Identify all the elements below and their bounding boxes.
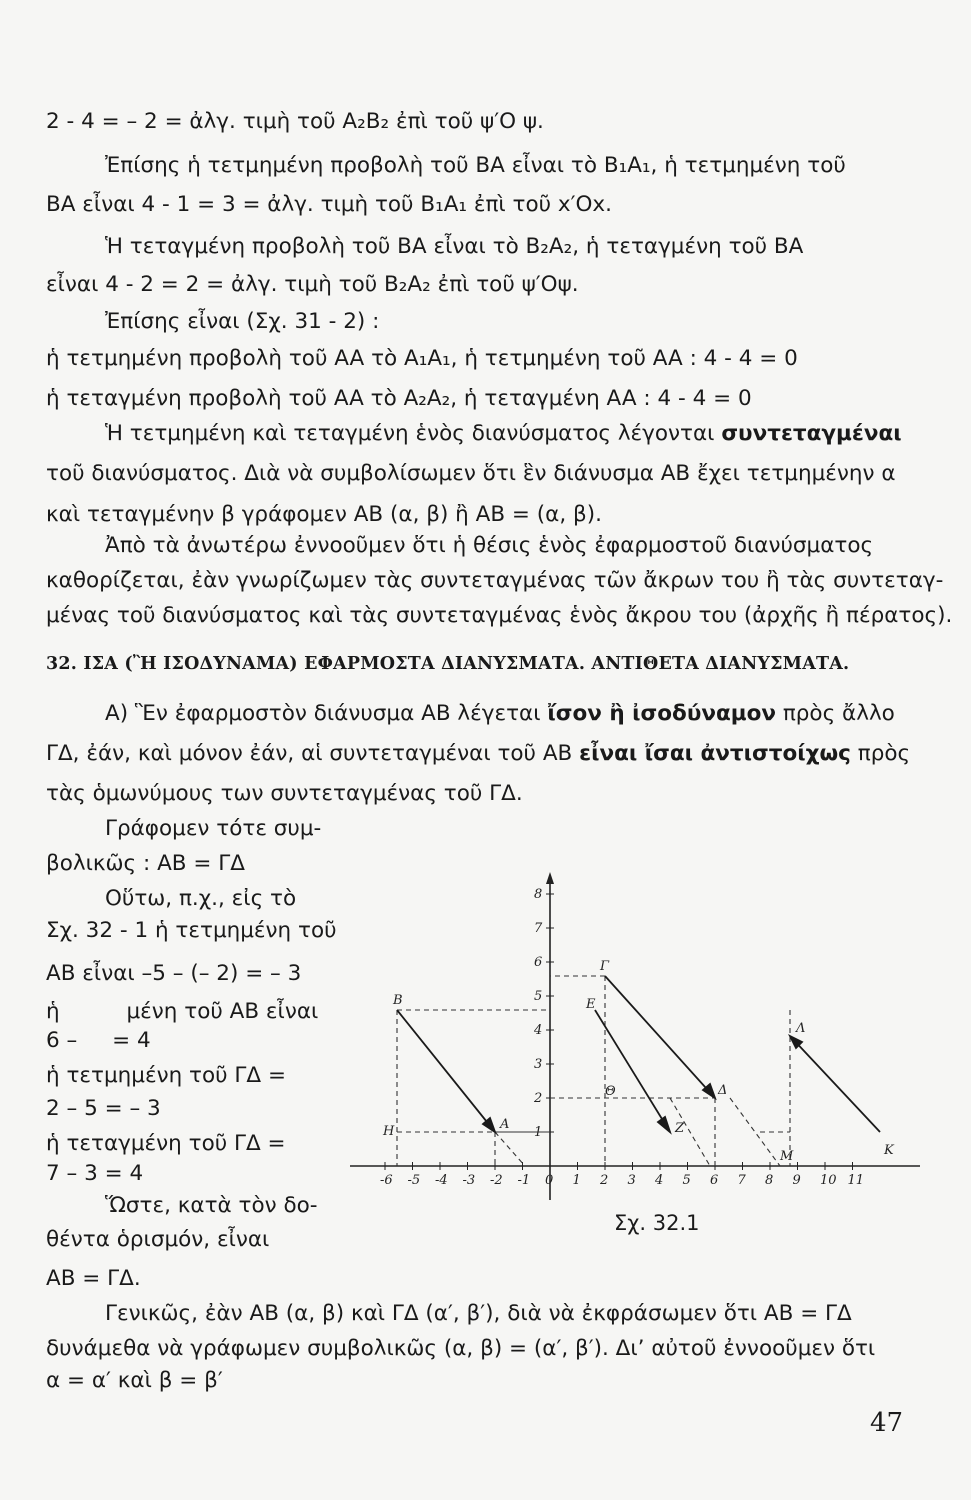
x-tick-label: 3 [627, 1173, 636, 1188]
text-span: 6 – [46, 1028, 78, 1053]
vector-group [397, 976, 880, 1132]
x-tick-label: 5 [682, 1173, 691, 1188]
vector-ka [790, 1036, 880, 1132]
x-tick-label: -4 [435, 1173, 448, 1188]
text-line: Σχ. 32 - 1 ἡ τετμημένη τοῦ [46, 918, 337, 943]
text-line: δυνάμεθα νὰ γράφωμεν συμβολικῶς (α, β) = (α′, β′). Δι’ αὐτοῦ ἐννοοῦμεν ὅτι [46, 1336, 876, 1361]
text-span: ἡ [46, 999, 60, 1024]
x-tick-label: 2 [600, 1173, 609, 1188]
text-line: Γράφομεν τότε συμ- [105, 816, 322, 841]
section-heading: 32. ΙΣΑ (Ἢ ΙΣΟΔΥΝΑΜΑ) ΕΦΑΡΜΟΣΤΑ ΔΙΑΝΥΣΜΑΤΑ. ΑΝΤΙΘΕΤΑ ΔΙΑΝΥΣΜΑΤΑ. [46, 654, 850, 674]
text-line: 7 – 3 = 4 [46, 1161, 144, 1186]
point-label-theta: Θ [605, 1084, 616, 1099]
text-line: Ἐπίσης ἡ τετμημένη προβολὴ τοῦ BA εἶναι τὸ B₁A₁, ἡ τετμημένη τοῦ [105, 153, 846, 178]
point-label-a: A [500, 1117, 510, 1132]
vector-ez-arrowhead [658, 1117, 670, 1132]
text-line [105, 700, 971, 728]
text-line [46, 740, 916, 768]
text-line: τοῦ διανύσματος. Διὰ νὰ συμβολίσωμεν ὅτι ἓν διάνυσμα AB ἔχει τετμημένην α [46, 461, 896, 486]
x-tick-label: -2 [490, 1173, 503, 1188]
x-tick-label: -5 [407, 1173, 421, 1188]
x-tick-label: 9 [792, 1173, 801, 1188]
page-number: 47 [870, 1408, 904, 1438]
text-span: ΓΔ, ἐάν, καὶ μόνον ἐάν, αἱ συντεταγμέναι τοῦ AB [46, 741, 573, 766]
text-line: θέντα ὁρισμόν, εἶναι [46, 1227, 270, 1252]
x-tick-label: 1 [572, 1173, 581, 1188]
point-label-delta: Δ [718, 1083, 728, 1098]
y-tick-group [533, 887, 554, 1140]
point-label-h: H [383, 1124, 395, 1139]
x-tick-label: 8 [765, 1173, 774, 1188]
x-tick-label: 10 [820, 1173, 837, 1188]
text-line: α = α′ καὶ β = β′ [46, 1368, 223, 1393]
text-line: ἡ τετμημένη τοῦ ΓΔ = [46, 1063, 286, 1088]
vector-ab [397, 1010, 495, 1132]
text-line: 2 - 4 = – 2 = ἀλγ. τιμὴ τοῦ A₂B₂ ἐπὶ τοῦ ψ′O ψ. [46, 109, 544, 134]
vector-gamma-delta [605, 976, 715, 1098]
text-line: βολικῶς : AB = ΓΔ [46, 851, 245, 876]
point-label-gamma: Γ [600, 959, 610, 974]
text-line: AB εἶναι –5 – (– 2) = – 3 [46, 961, 302, 986]
text-line: ἡ τετμημένη προβολὴ τοῦ AA τὸ A₁A₁, ἡ τετμημένη τοῦ AA : 4 - 4 = 0 [46, 346, 798, 371]
text-line: Ἐπίσης εἶναι (Σχ. 31 - 2) : [105, 309, 380, 334]
x-tick-label: 0 [545, 1173, 554, 1188]
figure-caption: Σχ. 32.1 [614, 1211, 700, 1235]
y-tick-label: 6 [534, 955, 543, 970]
point-label-m: M [780, 1149, 794, 1164]
text-line: Γενικῶς, ἐὰν AB (α, β) καὶ ΓΔ (α′, β′), διὰ νὰ ἐκφράσωμεν ὅτι AB = ΓΔ [105, 1301, 852, 1326]
bold-term: εἶναι ἴσαι ἀντιστοίχως [579, 741, 851, 766]
text-line: Ἡ τεταγμένη προβολὴ τοῦ BA εἶναι τὸ B₂A₂, ἡ τεταγμένη τοῦ BA [105, 234, 804, 259]
text-span: πρὸς ἄλλο [782, 701, 895, 726]
point-label-z: Z [675, 1121, 685, 1136]
x-tick-label: 7 [737, 1173, 746, 1188]
text-line: Ἀπὸ τὰ ἀνωτέρω ἐννοοῦμεν ὅτι ἡ θέσις ἑνὸς ἐφαρμοστοῦ διανύσματος [105, 533, 874, 558]
point-label-k: K [884, 1143, 894, 1158]
y-tick-label: 1 [534, 1125, 543, 1140]
coordinate-figure [350, 870, 920, 1210]
y-tick-label: 7 [534, 921, 543, 936]
y-tick-label: 8 [534, 887, 543, 902]
text-span: = 4 [112, 1028, 151, 1053]
x-tick-label: 11 [847, 1173, 865, 1188]
text-line [46, 998, 376, 1026]
bold-term: συντεταγμέναι [721, 421, 902, 446]
x-tick-label: -3 [462, 1173, 476, 1188]
x-tick-label: -6 [380, 1173, 393, 1188]
text-line: τὰς ὁμωνύμους των συντεταγμένας τοῦ ΓΔ. [46, 781, 523, 806]
vector-ez [595, 1010, 670, 1132]
text-line: BA εἶναι 4 - 1 = 3 = ἀλγ. τιμὴ τοῦ B₁A₁ ἐπὶ τοῦ x′Ox. [46, 192, 612, 217]
text-span: A) Ἓν ἐφαρμοστὸν διάνυσμα AB λέγεται [105, 701, 541, 726]
text-line: ἡ τεταγμένη προβολὴ τοῦ AA τὸ A₂A₂, ἡ τεταγμένη AA : 4 - 4 = 0 [46, 386, 752, 411]
y-tick-label: 4 [534, 1023, 543, 1038]
x-tick-label: 6 [710, 1173, 719, 1188]
text-line: Οὕτω, π.χ., εἰς τὸ [105, 886, 297, 911]
text-span: μένη τοῦ AB εἶναι [126, 999, 319, 1024]
x-tick-label: 4 [655, 1173, 664, 1188]
point-label-b: B [393, 993, 403, 1008]
text-line: ἡ τεταγμένη τοῦ ΓΔ = [46, 1131, 286, 1156]
text-line: 2 – 5 = – 3 [46, 1096, 161, 1121]
y-tick-label: 2 [534, 1091, 543, 1106]
point-label-e: E [586, 997, 596, 1012]
y-tick-label: 5 [534, 989, 543, 1004]
text-line [105, 420, 971, 448]
x-tick-label: -1 [517, 1173, 531, 1188]
y-axis-arrow [546, 872, 554, 884]
text-line: Ὥστε, κατὰ τὸν δο- [105, 1193, 318, 1218]
text-line: εἶναι 4 - 2 = 2 = ἀλγ. τιμὴ τοῦ B₂A₂ ἐπὶ τοῦ ψ′Oψ. [46, 272, 579, 297]
text-span: Ἡ τετμημένη καὶ τεταγμένη ἑνὸς διανύσματος λέγονται [105, 421, 715, 446]
text-line: καὶ τεταγμένην β γράφομεν AB (α, β) ἢ AB = (α, β). [46, 502, 602, 527]
text-line: AB = ΓΔ. [46, 1266, 141, 1291]
text-line: καθορίζεται, ἐὰν γνωρίζωμεν τὰς συντεταγμένας τῶν ἄκρων του ἢ τὰς συντεταγ- [46, 568, 944, 593]
point-label-lambda: Λ [796, 1021, 806, 1036]
text-line [46, 1027, 376, 1055]
text-line: μένας τοῦ διανύσματος καὶ τὰς συντεταγμένας ἑνὸς ἄκρου του (ἀρχῆς ἢ πέρατος). [46, 603, 953, 628]
y-tick-label: 3 [534, 1057, 543, 1072]
bold-term: ἴσον ἢ ἰσοδύναμον [547, 701, 776, 726]
text-span: πρὸς [857, 741, 911, 766]
